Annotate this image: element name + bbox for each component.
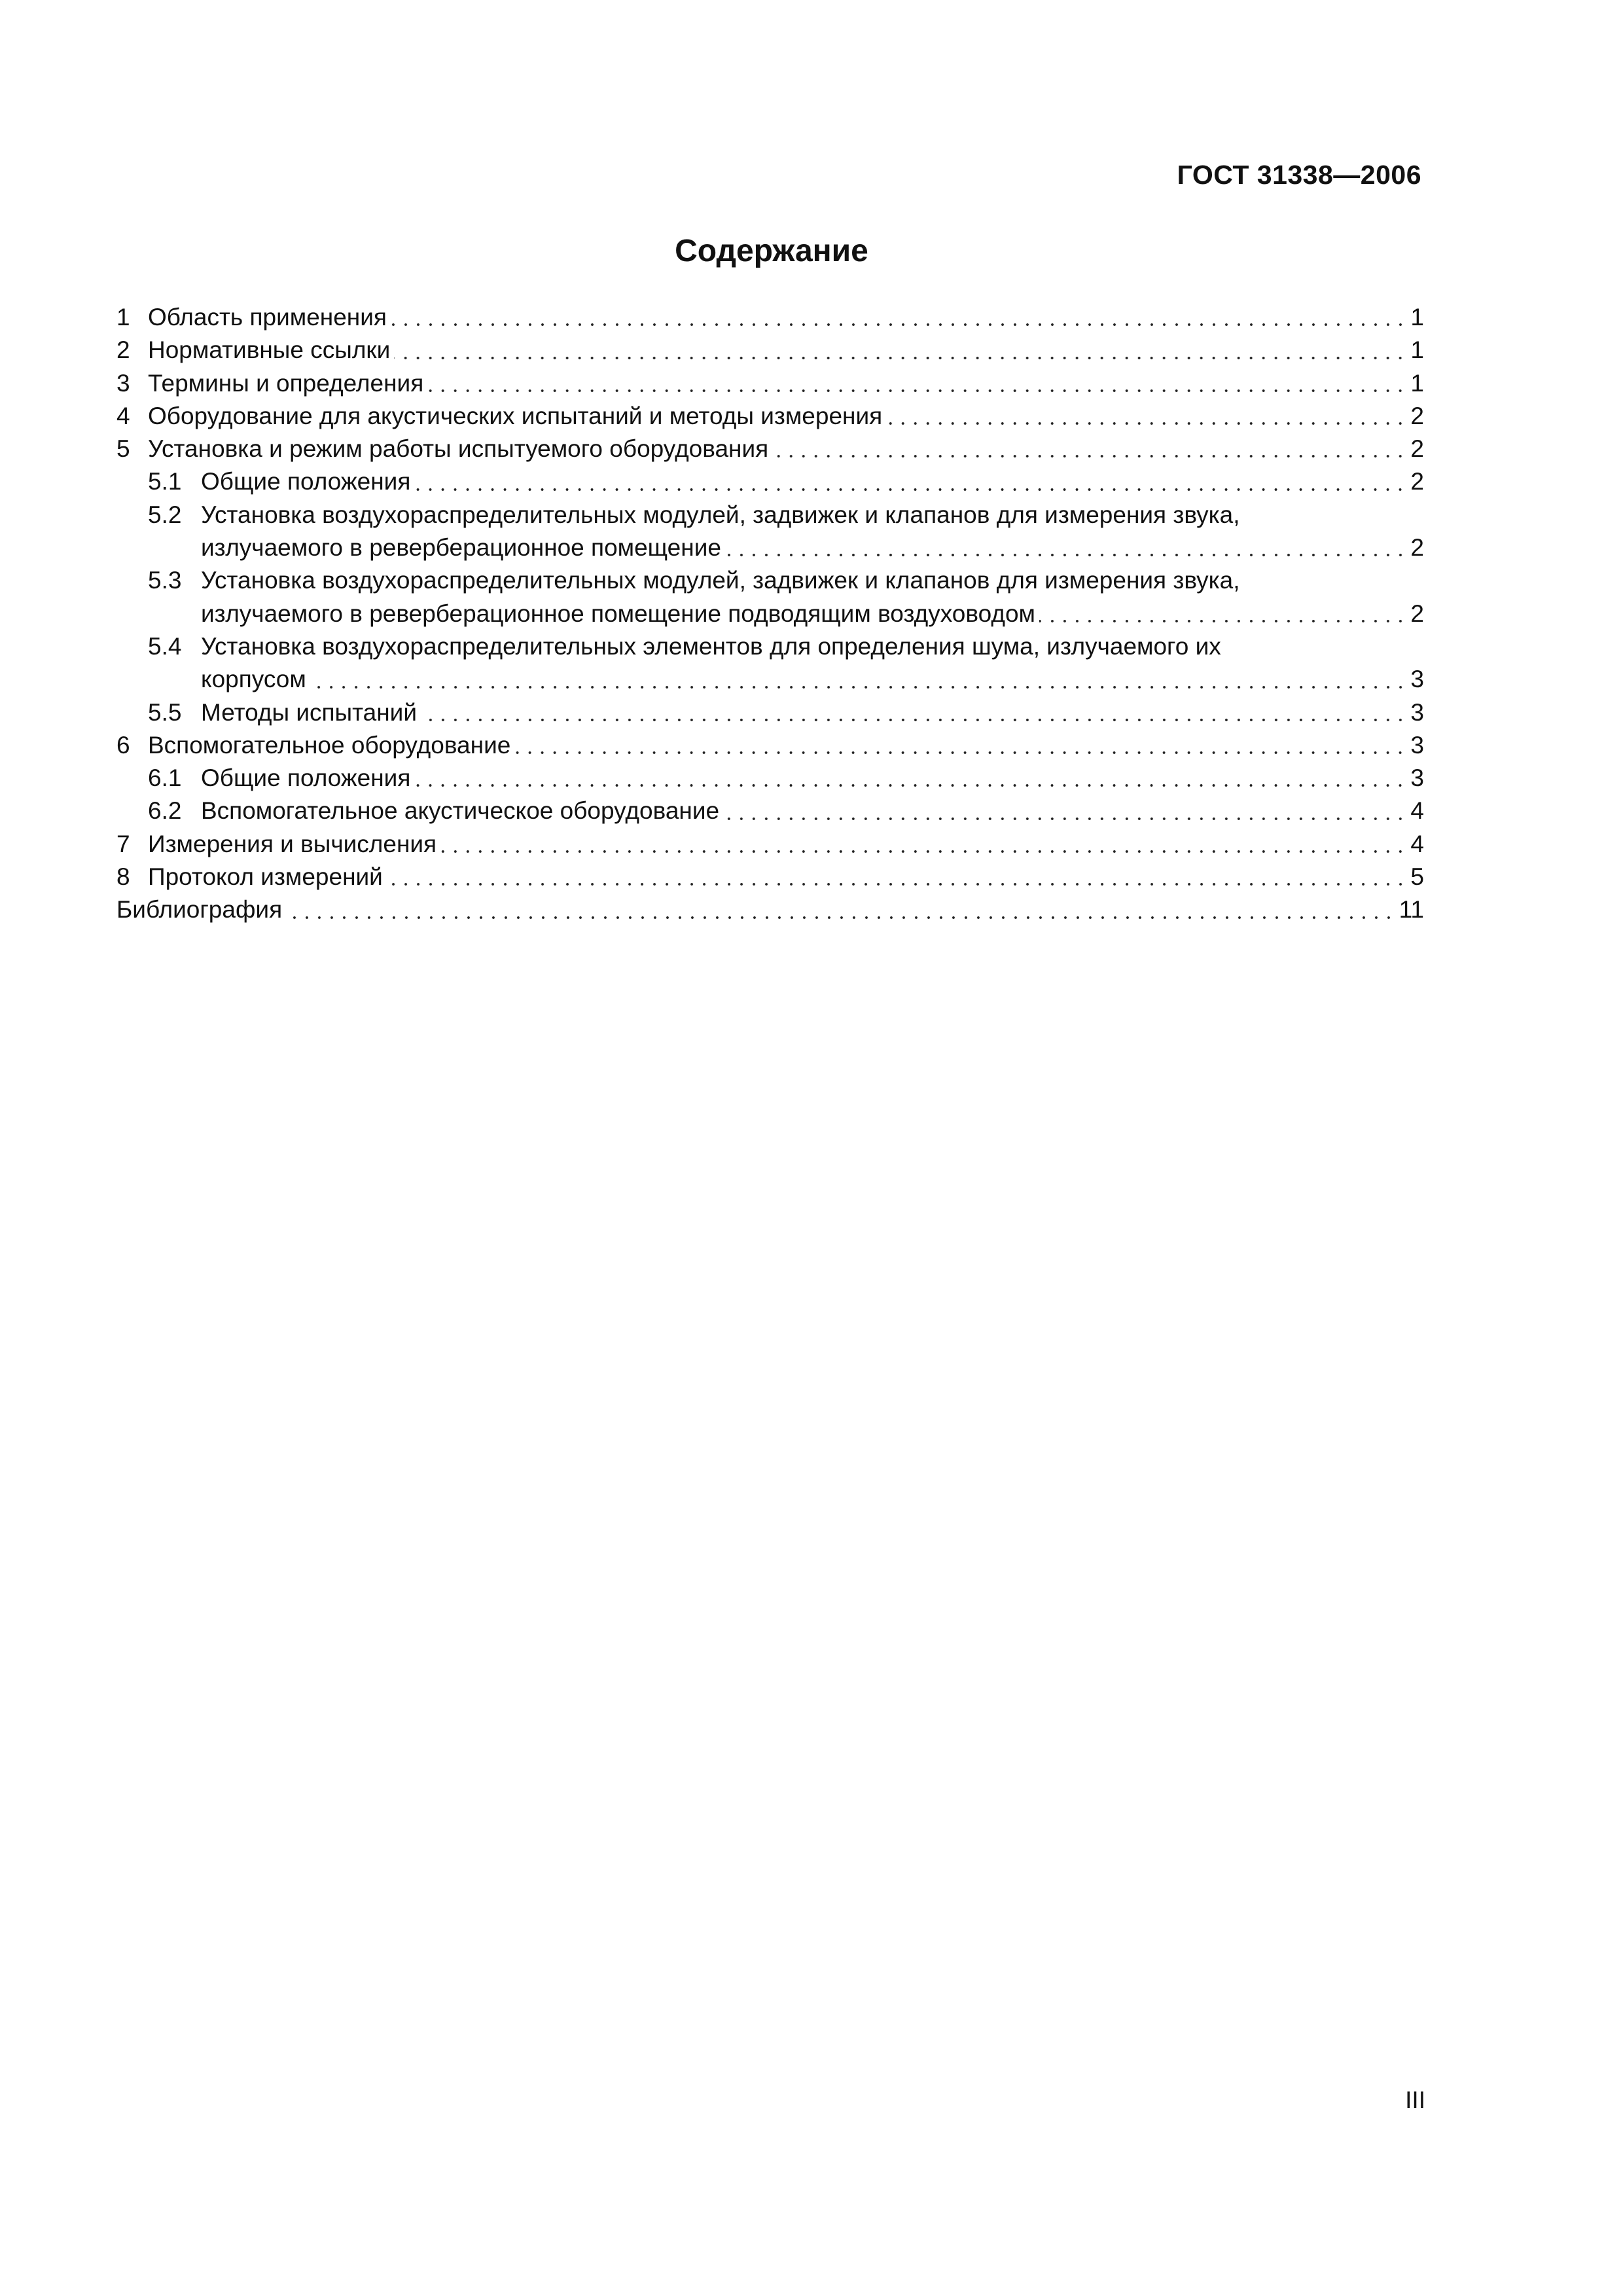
toc-entry-page: 2	[1410, 534, 1424, 562]
toc-entry-number: 3	[116, 369, 130, 397]
toc-entry-bibliography[interactable]	[116, 893, 1424, 926]
toc-entry-page: 5	[1410, 863, 1424, 891]
toc-entry-number: 1	[116, 304, 130, 331]
dot-leader	[421, 719, 1406, 721]
toc-entry-number: 7	[116, 830, 130, 857]
toc-entry-text: Нормативные ссылки	[148, 336, 391, 364]
toc-entry-text: Вспомогательное акустическое оборудование	[201, 797, 720, 825]
toc-entry-number: 6.2	[148, 797, 182, 825]
toc-entry-7[interactable]	[116, 828, 1424, 861]
table-of-contents	[116, 301, 1424, 927]
toc-entry-5-2[interactable]	[116, 499, 1424, 565]
toc-entry-page: 3	[1410, 764, 1424, 792]
toc-entry-number: 5.3	[148, 567, 182, 594]
toc-entry-page: 2	[1410, 468, 1424, 495]
toc-entry-page: 1	[1410, 369, 1424, 397]
dot-leader	[286, 916, 1395, 919]
toc-entry-8[interactable]	[116, 861, 1424, 893]
dot-leader	[391, 323, 1406, 326]
dot-leader	[394, 357, 1406, 359]
toc-entry-page: 2	[1410, 402, 1424, 429]
dot-leader	[514, 751, 1406, 754]
toc-entry-text: Общие положения	[201, 764, 411, 792]
toc-entry-6-1[interactable]	[116, 762, 1424, 795]
toc-entry-number: 6	[116, 731, 130, 759]
toc-entry-number: 5.4	[148, 632, 182, 660]
toc-entry-page: 1	[1410, 304, 1424, 331]
toc-entry-5-1[interactable]	[116, 465, 1424, 498]
page-title: Содержание	[675, 234, 868, 268]
dot-leader	[725, 554, 1406, 556]
toc-entry-page: 4	[1410, 797, 1424, 825]
toc-entry-number: 6.1	[148, 764, 182, 792]
page-number: III	[1405, 2087, 1425, 2113]
dot-leader	[440, 850, 1406, 853]
toc-entry-text: Термины и определения	[148, 369, 424, 397]
toc-entry-number: 5.2	[148, 501, 182, 528]
dot-leader	[1039, 620, 1406, 622]
toc-entry-5-5[interactable]	[116, 696, 1424, 729]
toc-entry-page: 2	[1410, 600, 1424, 627]
toc-entry-5-3[interactable]	[116, 564, 1424, 630]
toc-entry-page: 11	[1399, 896, 1424, 924]
document-id: ГОСТ 31338—2006	[1177, 160, 1421, 190]
toc-entry-text: Вспомогательное оборудование	[148, 731, 511, 759]
toc-entry-page: 2	[1410, 435, 1424, 463]
toc-entry-number: 5.5	[148, 698, 182, 726]
toc-entry-number: 5	[116, 435, 130, 463]
toc-entry-2[interactable]	[116, 334, 1424, 367]
toc-entry-text: Установка и режим работы испытуемого оборудования	[148, 435, 769, 463]
toc-entry-4[interactable]	[116, 400, 1424, 433]
toc-entry-text-line-1: Установка воздухораспределительных модулей, задвижек и клапанов для измерения звука,	[201, 501, 1240, 528]
dot-leader	[427, 389, 1406, 392]
toc-entry-page: 1	[1410, 336, 1424, 364]
toc-entry-5[interactable]	[116, 433, 1424, 465]
toc-entry-page: 3	[1410, 666, 1424, 693]
toc-entry-text: Оборудование для акустических испытаний и методы измерения	[148, 402, 883, 429]
toc-entry-6-2[interactable]	[116, 795, 1424, 827]
toc-entry-text: Методы испытаний	[201, 698, 418, 726]
dot-leader	[387, 883, 1407, 886]
dot-leader	[886, 422, 1406, 425]
toc-entry-page: 3	[1410, 731, 1424, 759]
toc-entry-text: Протокол измерений	[148, 863, 383, 891]
toc-entry-text-line-1: Установка воздухораспределительных модулей, задвижек и клапанов для измерения звука,	[201, 567, 1240, 594]
toc-entry-1[interactable]	[116, 301, 1424, 334]
toc-entry-number: 8	[116, 863, 130, 891]
toc-entry-text: Измерения и вычисления	[148, 830, 437, 857]
toc-entry-6[interactable]	[116, 729, 1424, 762]
dot-leader	[772, 455, 1406, 457]
dot-leader	[414, 784, 1406, 787]
toc-entry-text-line-1: Установка воздухораспределительных элементов для определения шума, излучаемого их	[201, 632, 1221, 660]
dot-leader	[414, 488, 1406, 491]
toc-entry-5-4[interactable]	[116, 630, 1424, 696]
toc-entry-text: Область применения	[148, 304, 387, 331]
toc-entry-text: Общие положения	[201, 468, 411, 495]
toc-entry-text-line-2: излучаемого в реверберационное помещение подводящим воздуховодом	[201, 600, 1035, 627]
toc-entry-number: 2	[116, 336, 130, 364]
toc-entry-number: 5.1	[148, 468, 182, 495]
toc-entry-text: Библиография	[116, 896, 283, 924]
dot-leader	[310, 686, 1407, 689]
toc-entry-text-line-2: корпусом	[201, 666, 306, 693]
toc-entry-page: 3	[1410, 698, 1424, 726]
dot-leader	[723, 817, 1406, 820]
toc-entry-number: 4	[116, 402, 130, 429]
toc-entry-3[interactable]	[116, 367, 1424, 400]
toc-entry-text-line-2: излучаемого в реверберационное помещение	[201, 534, 721, 562]
toc-entry-page: 4	[1410, 830, 1424, 857]
